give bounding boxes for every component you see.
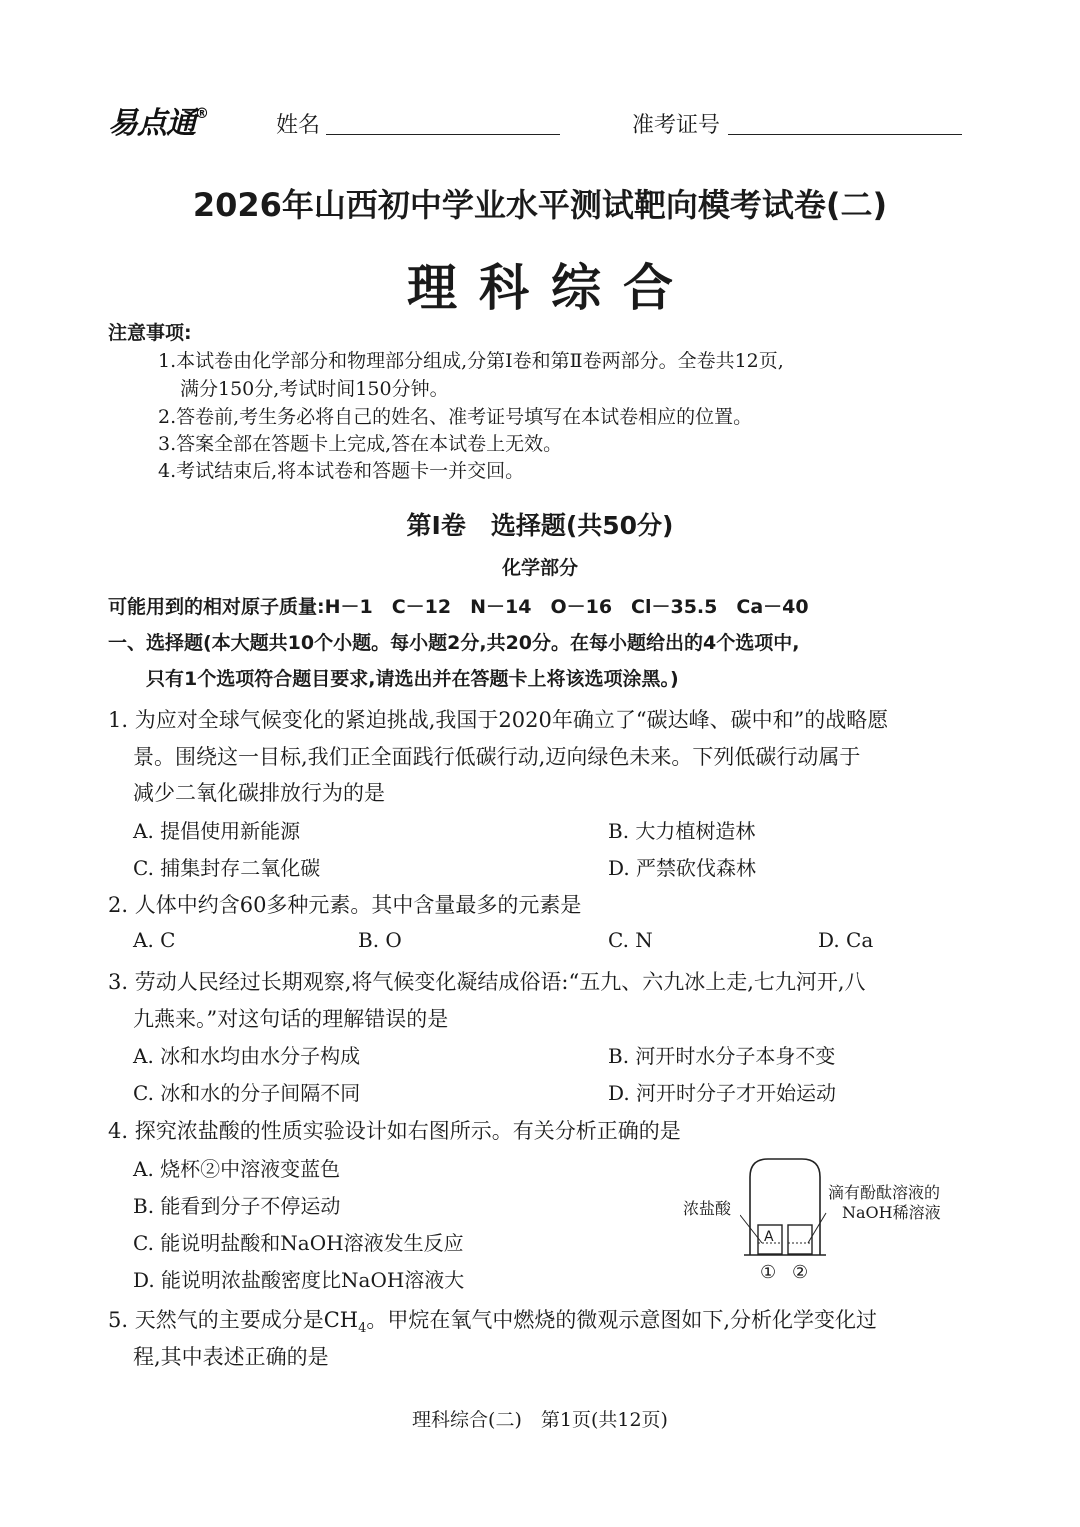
- option-d: D. 河开时分子才开始运动: [608, 1081, 837, 1105]
- option-d: D. 能说明浓盐酸密度比NaOH溶液大: [133, 1268, 465, 1292]
- section-heading: 第Ⅰ卷 选择题(共50分): [406, 511, 674, 540]
- option-c: C. 冰和水的分子间隔不同: [133, 1081, 361, 1105]
- option-b: B. O: [358, 928, 402, 952]
- question-text: 减少二氧化碳排放行为的是: [133, 781, 385, 805]
- question-text: 九燕来。”对这句话的理解错误的是: [133, 1007, 449, 1031]
- question-text: 5. 天然气的主要成分是$CH_4$。甲烷在氧气中燃烧的微观示意图如下,分析化学变化过: [108, 1308, 878, 1337]
- brand-logo: 易点通®: [108, 106, 208, 141]
- name-field-line: [326, 134, 560, 135]
- option-b: B. 河开时水分子本身不变: [608, 1044, 836, 1068]
- notice-heading: 注意事项:: [108, 322, 192, 344]
- exam-title: 2026年山西初中学业水平测试靶向模考试卷(二): [192, 186, 888, 224]
- question-text: 景。围绕这一目标,我们正全面践行低碳行动,迈向绿色未来。下列低碳行动属于: [133, 745, 861, 769]
- diagram-label-phenolphthalein: 滴有酚酞溶液的: [828, 1183, 941, 1202]
- beaker-number-2: ②: [792, 1262, 809, 1283]
- option-c: C. 能说明盐酸和NaOH溶液发生反应: [133, 1231, 464, 1255]
- question-text: 2. 人体中约含60多种元素。其中含量最多的元素是: [108, 893, 582, 917]
- notice-item: 3.答案全部在答题卡上完成,答在本试卷上无效。: [158, 433, 563, 455]
- instruction-line: 只有1个选项符合题目要求,请选出并在答题卡上将该选项涂黑。): [146, 668, 679, 690]
- instruction-line: 一、选择题(本大题共10个小题。每小题2分,共20分。在每小题给出的4个选项中,: [108, 632, 800, 654]
- option-a: A. 提倡使用新能源: [133, 819, 301, 843]
- question-text: 1. 为应对全球气候变化的紧迫挑战,我国于2020年确立了“碳达峰、碳中和”的战略愿: [108, 708, 889, 732]
- subject-title: 理科综合: [407, 259, 695, 317]
- notice-item: 满分150分,考试时间150分钟。: [180, 378, 449, 400]
- atomic-mass-line: 可能用到的相对原子质量:H－1 C－12 N－14 O－16 Cl－35.5 Ca－40: [108, 596, 809, 618]
- option-d: D. Ca: [818, 928, 874, 952]
- diagram-label-naoh: NaOH稀溶液: [842, 1203, 941, 1222]
- question-text: 4. 探究浓盐酸的性质实验设计如右图所示。有关分析正确的是: [108, 1119, 681, 1143]
- exam-id-label: 准考证号: [632, 113, 721, 138]
- beaker-letter: A: [764, 1229, 774, 1245]
- section-subheading: 化学部分: [501, 557, 578, 579]
- question-text: 3. 劳动人民经过长期观察,将气候变化凝结成俗语:“五九、六九冰上走,七九河开,八: [108, 970, 866, 994]
- diagram-label-hcl: 浓盐酸: [683, 1199, 732, 1218]
- question-text: 程,其中表述正确的是: [133, 1345, 329, 1369]
- option-c: C. N: [608, 928, 653, 952]
- option-d: D. 严禁砍伐森林: [608, 856, 757, 880]
- beaker-apparatus-diagram: [740, 1155, 830, 1265]
- name-label: 姓名: [276, 113, 321, 138]
- option-a: A. 烧杯②中溶液变蓝色: [133, 1157, 341, 1181]
- option-a: A. 冰和水均由水分子构成: [133, 1044, 361, 1068]
- notice-item: 1.本试卷由化学部分和物理部分组成,分第Ⅰ卷和第Ⅱ卷两部分。全卷共12页,: [158, 350, 784, 372]
- option-b: B. 大力植树造林: [608, 819, 756, 843]
- beaker-number-1: ①: [760, 1262, 777, 1283]
- notice-item: 4.考试结束后,将本试卷和答题卡一并交回。: [158, 460, 525, 482]
- option-b: B. 能看到分子不停运动: [133, 1194, 341, 1218]
- page-footer: 理科综合(二) 第1页(共12页): [412, 1409, 668, 1431]
- exam-id-field-line: [728, 134, 962, 135]
- option-a: A. C: [133, 928, 176, 952]
- option-c: C. 捕集封存二氧化碳: [133, 856, 321, 880]
- notice-item: 2.答卷前,考生务必将自己的姓名、准考证号填写在本试卷相应的位置。: [158, 406, 753, 428]
